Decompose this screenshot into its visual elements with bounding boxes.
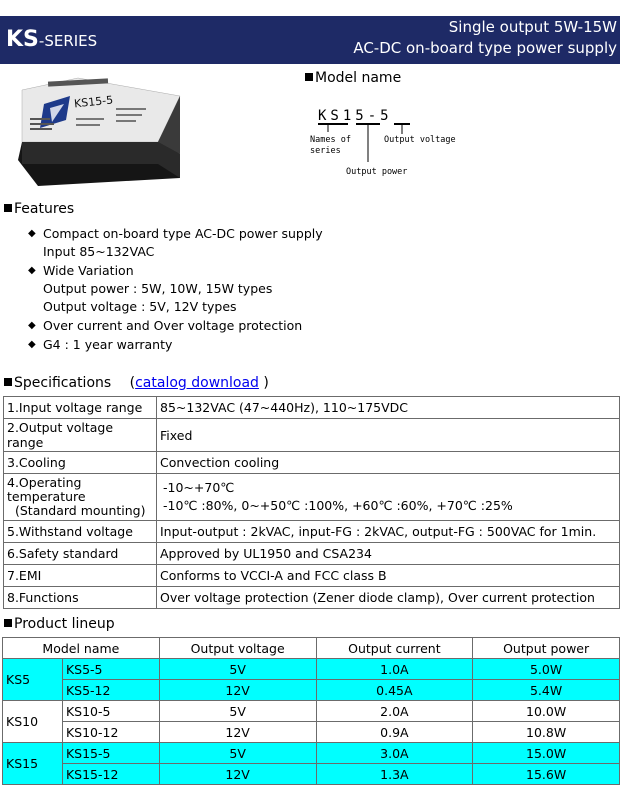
series-tagline bbox=[353, 17, 617, 59]
table-row: KS15 KS15-5 5V 3.0A 15.0W bbox=[3, 743, 620, 764]
spec-row: 2.Output voltage range Fixed bbox=[4, 419, 620, 452]
label-output-voltage: Output voltage bbox=[384, 135, 456, 145]
features-title: Features bbox=[4, 201, 74, 217]
feature-item: ◆ G4 : 1 year warranty bbox=[28, 337, 173, 352]
brand-main: KS bbox=[6, 27, 39, 52]
model-name-diagram bbox=[308, 104, 508, 180]
specifications-title: Specifications (catalog download ) bbox=[4, 375, 269, 391]
model-code: KS15-5 bbox=[318, 108, 393, 124]
label-names-of-series: Names of series bbox=[310, 135, 351, 156]
group-name: KS10 bbox=[3, 701, 63, 743]
feature-item: ◆ Wide Variation Output power : 5W, 10W, 15W types Output voltage : 5V, 12V types bbox=[28, 263, 273, 314]
table-row: KS10 KS10-5 5V 2.0A 10.0W bbox=[3, 701, 620, 722]
diamond-bullet-icon: ◆ bbox=[28, 265, 36, 276]
diamond-bullet-icon: ◆ bbox=[28, 228, 36, 239]
group-name: KS15 bbox=[3, 743, 63, 785]
diamond-bullet-icon: ◆ bbox=[28, 339, 36, 350]
brand-suffix: -SERIES bbox=[38, 32, 98, 50]
table-row: KS5-12 12V 0.45A 5.4W bbox=[3, 680, 620, 701]
diamond-bullet-icon: ◆ bbox=[28, 320, 36, 331]
col-header-output-power: Output power bbox=[473, 638, 620, 659]
specifications-table bbox=[3, 396, 620, 609]
product-photo bbox=[8, 68, 186, 193]
tagline-line1: Single output 5W-15W bbox=[448, 18, 617, 36]
tagline-line2: AC-DC on-board type power supply bbox=[353, 39, 617, 57]
catalog-download-link[interactable]: catalog download bbox=[135, 375, 259, 391]
spec-row: 8.Functions Over voltage protection (Zener diode clamp), Over current protection bbox=[4, 587, 620, 609]
spec-row: 1.Input voltage range 85~132VAC (47~440Hz), 110~175VDC bbox=[4, 397, 620, 419]
table-row: KS10-12 12V 0.9A 10.8W bbox=[3, 722, 620, 743]
series-header-banner bbox=[0, 16, 620, 64]
table-row: KS5 KS5-5 5V 1.0A 5.0W bbox=[3, 659, 620, 680]
spec-row: 7.EMI Conforms to VCCI-A and FCC class B bbox=[4, 565, 620, 587]
lineup-header-row bbox=[3, 638, 620, 659]
series-brand bbox=[6, 27, 97, 52]
spec-row: 5.Withstand voltage Input-output : 2kVAC, input-FG : 2kVAC, output-FG : 500VAC for 1min. bbox=[4, 521, 620, 543]
table-row: KS15-12 12V 1.3A 15.6W bbox=[3, 764, 620, 785]
feature-item: ◆ Over current and Over voltage protection bbox=[28, 318, 303, 333]
col-header-model-name: Model name bbox=[3, 638, 160, 659]
model-name-title: Model name bbox=[305, 70, 401, 86]
label-output-power: Output power bbox=[346, 167, 408, 177]
features-list bbox=[28, 225, 323, 355]
group-name: KS5 bbox=[3, 659, 63, 701]
spec-row: 3.Cooling Convection cooling bbox=[4, 452, 620, 474]
product-lineup-table bbox=[2, 637, 620, 785]
product-label-text: KS15-5 bbox=[73, 93, 114, 111]
feature-item: ◆ Compact on-board type AC-DC power supply Input 85~132VAC bbox=[28, 226, 323, 259]
col-header-output-voltage: Output voltage bbox=[159, 638, 316, 659]
product-lineup-title: Product lineup bbox=[4, 616, 115, 632]
col-header-output-current: Output current bbox=[316, 638, 473, 659]
spec-row: 6.Safety standard Approved by UL1950 and CSA234 bbox=[4, 543, 620, 565]
spec-row: 4.Operating temperature (Standard mounting) -10~+70℃ -10℃ :80%, 0~+50℃ :100%, +60℃ :60%, +70℃ :25% bbox=[4, 474, 620, 521]
